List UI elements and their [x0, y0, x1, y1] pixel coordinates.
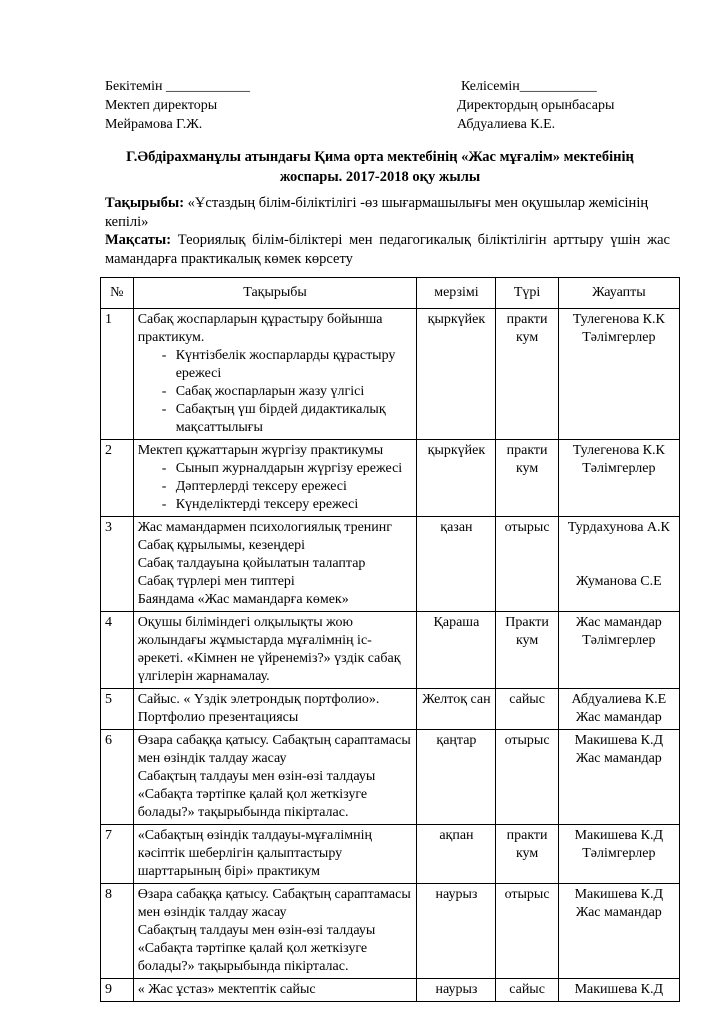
approval-right — [457, 77, 677, 134]
responsible-person: Макишева К.Д — [574, 982, 664, 997]
plan-table — [100, 277, 680, 1002]
row-type: сайыс — [496, 689, 558, 730]
row-type: сайыс — [496, 979, 558, 1002]
topic-bullet: - Сабақтың үш бірдей дидактикалық мақсаттылығы — [162, 401, 413, 437]
table-row — [101, 612, 680, 689]
row-term: наурыз — [417, 979, 496, 1002]
row-term: қаңтар — [417, 730, 496, 825]
responsible-person: Тәлімгерлер — [582, 846, 656, 861]
agreer-position: Директордың орынбасары — [457, 98, 615, 113]
row-type: отырыс — [496, 730, 558, 825]
row-term: наурыз — [417, 884, 496, 979]
row-term: Желтоқ сан — [417, 689, 496, 730]
responsible-person: Тулегенова К.К — [572, 443, 665, 458]
approver-name: Мейрамова Г.Ж. — [105, 117, 203, 132]
topic-bullet: - Сынып журналдарын жүргізу ережесі — [162, 460, 413, 478]
responsible-person: Жас мамандар — [575, 710, 662, 725]
row-number: 6 — [101, 730, 134, 825]
responsible-person: Жуманова С.Е — [576, 574, 662, 589]
topic-line: Сабақтың талдауы мен өзін-өзі талдауы — [137, 923, 376, 938]
row-number: 3 — [101, 517, 134, 612]
topic-line: Сабақ құрылымы, кезеңдері — [137, 538, 306, 553]
topic-line: Сабақтың талдауы мен өзін-өзі талдауы — [137, 769, 376, 784]
subject-text: «Ұстаздың білім-біліктілігі -өз шығармашылығы мен оқушылар жемісінің кепілі» — [105, 195, 649, 230]
header-type: Түрі — [496, 278, 558, 309]
responsible-person: Жас мамандар — [575, 615, 662, 630]
row-type: отырыс — [496, 517, 558, 612]
topic-line: « Жас ұстаз» мектептік сайыс — [137, 982, 316, 997]
row-responsible — [558, 309, 679, 440]
table-row — [101, 689, 680, 730]
topic-line: практикум. — [137, 330, 205, 345]
header-number: № — [101, 278, 134, 309]
table-row — [101, 825, 680, 884]
topic-bullet: - Сабақ жоспарларын жазу үлгісі — [162, 383, 413, 401]
responsible-person: Турдахунова А.К — [567, 520, 670, 535]
topic-line: Мектеп құжаттарын жүргізу практикумы — [137, 443, 384, 458]
header-responsible: Жауапты — [558, 278, 679, 309]
row-responsible — [558, 440, 679, 517]
approver-position: Мектеп директоры — [105, 98, 218, 113]
topic-line: «Сабақтың өзіндік талдауы-мұғалімнің кәсіптік шеберлігін қалыптастыру шарттарының бірі» практикум — [137, 828, 372, 879]
topic-line: Оқушы біліміндегі олқылықты жою жолындағы жұмыстарда мұғалімнің іс-әрекеті. «Кімнен не үйренеміз?» үздік сабақ үлгілерін жарнамалау. — [137, 615, 401, 684]
topic-bullet: - Күнделіктерді тексеру ережесі — [162, 496, 413, 514]
topic-bullet: - Дәптерлерді тексеру ережесі — [162, 478, 413, 496]
row-topic — [133, 689, 417, 730]
row-responsible — [558, 689, 679, 730]
table-body — [101, 309, 680, 1002]
topic-line: «Сабақта тәртіпке қалай қол жеткізуге болады?» тақырыбында пікірталас. — [137, 941, 368, 974]
row-type: отырыс — [496, 884, 558, 979]
row-topic — [133, 825, 417, 884]
responsible-person: Жас мамандар — [575, 905, 662, 920]
row-term: қыркүйек — [417, 309, 496, 440]
row-topic — [133, 884, 417, 979]
table-header-row — [101, 278, 680, 309]
row-responsible — [558, 612, 679, 689]
row-number: 4 — [101, 612, 134, 689]
topic-bullet-list — [138, 460, 413, 514]
topic-line: Сабақ жоспарларын құрастыру бойынша — [137, 312, 383, 327]
row-term: қазан — [417, 517, 496, 612]
title-line-2: жоспары. 2017-2018 оқу жылы — [279, 169, 481, 185]
goal-text: Теориялық білім-біліктері мен педагогикалық біліктілігін арттыру үшін жас мамандарға практикалық көмек көрсету — [105, 232, 670, 267]
table-row — [101, 517, 680, 612]
row-responsible — [558, 517, 679, 612]
title-line-1: Г.Әбдірахманұлы атындағы Қима орта мектебінің «Жас мұғалім» мектебінің — [126, 149, 634, 165]
topic-line: Сайыс. « Үздік элетрондық портфолио». — [137, 692, 380, 707]
topic-bullet: - Күнтізбелік жоспарларды құрастыру ережесі — [162, 347, 413, 383]
row-responsible — [558, 979, 679, 1002]
approval-left — [105, 77, 405, 134]
row-topic — [133, 309, 417, 440]
row-type: практи кум — [496, 825, 558, 884]
subject-label: Тақырыбы: — [105, 195, 185, 211]
topic-line: Жас мамандармен психологиялық тренинг — [137, 520, 393, 535]
agreed-by-line: Келісемін___________ — [461, 79, 597, 94]
topic-line: Баяндама «Жас мамандарға көмек» — [137, 592, 349, 607]
row-number: 9 — [101, 979, 134, 1002]
row-topic — [133, 612, 417, 689]
responsible-person: Тәлімгерлер — [582, 330, 656, 345]
topic-line: Өзара сабаққа қатысу. Сабақтың сараптамасы мен өзіндік талдау жасау — [137, 887, 411, 920]
table-row — [101, 309, 680, 440]
goal-paragraph — [105, 231, 670, 269]
row-term: ақпан — [417, 825, 496, 884]
document-title — [100, 147, 660, 187]
topic-bullet-list — [138, 347, 413, 437]
row-type: Практи кум — [496, 612, 558, 689]
responsible-person: Тәлімгерлер — [582, 461, 656, 476]
topic-line: Өзара сабаққа қатысу. Сабақтың сараптамасы мен өзіндік талдау жасау — [137, 733, 411, 766]
row-number: 2 — [101, 440, 134, 517]
header-term: мерзімі — [417, 278, 496, 309]
row-number: 7 — [101, 825, 134, 884]
row-term: Қараша — [417, 612, 496, 689]
responsible-person: Макишева К.Д — [574, 828, 664, 843]
row-number: 1 — [101, 309, 134, 440]
row-responsible — [558, 884, 679, 979]
row-topic — [133, 979, 417, 1002]
subject-paragraph — [105, 194, 670, 232]
responsible-person: Макишева К.Д — [574, 733, 664, 748]
table-row — [101, 730, 680, 825]
row-number: 5 — [101, 689, 134, 730]
responsible-person: Тәлімгерлер — [582, 633, 656, 648]
responsible-person: Жас мамандар — [575, 751, 662, 766]
table-row — [101, 979, 680, 1002]
row-responsible — [558, 825, 679, 884]
table-row — [101, 884, 680, 979]
topic-line: Портфолио презентациясы — [137, 710, 299, 725]
topic-line: Сабақ түрлері мен типтері — [137, 574, 295, 589]
responsible-person: Абдуалиева К.Е — [571, 692, 667, 707]
responsible-person: Макишева К.Д — [574, 887, 664, 902]
approved-by-line: Бекітемін ____________ — [105, 79, 251, 94]
agreer-name: Абдуалиева К.Е. — [457, 117, 556, 132]
responsible-person: Тулегенова К.К — [572, 312, 665, 327]
row-term: қыркүйек — [417, 440, 496, 517]
row-topic — [133, 730, 417, 825]
row-number: 8 — [101, 884, 134, 979]
topic-line: Сабақ талдауына қойылатын талаптар — [137, 556, 366, 571]
header-topic: Тақырыбы — [133, 278, 417, 309]
spacer — [563, 537, 675, 573]
row-type: практи кум — [496, 309, 558, 440]
row-topic — [133, 440, 417, 517]
row-topic — [133, 517, 417, 612]
topic-line: «Сабақта тәртіпке қалай қол жеткізуге болады?» тақырыбында пікірталас. — [137, 787, 368, 820]
row-type: практи кум — [496, 440, 558, 517]
table-row — [101, 440, 680, 517]
row-responsible — [558, 730, 679, 825]
goal-label: Мақсаты: — [105, 232, 172, 248]
